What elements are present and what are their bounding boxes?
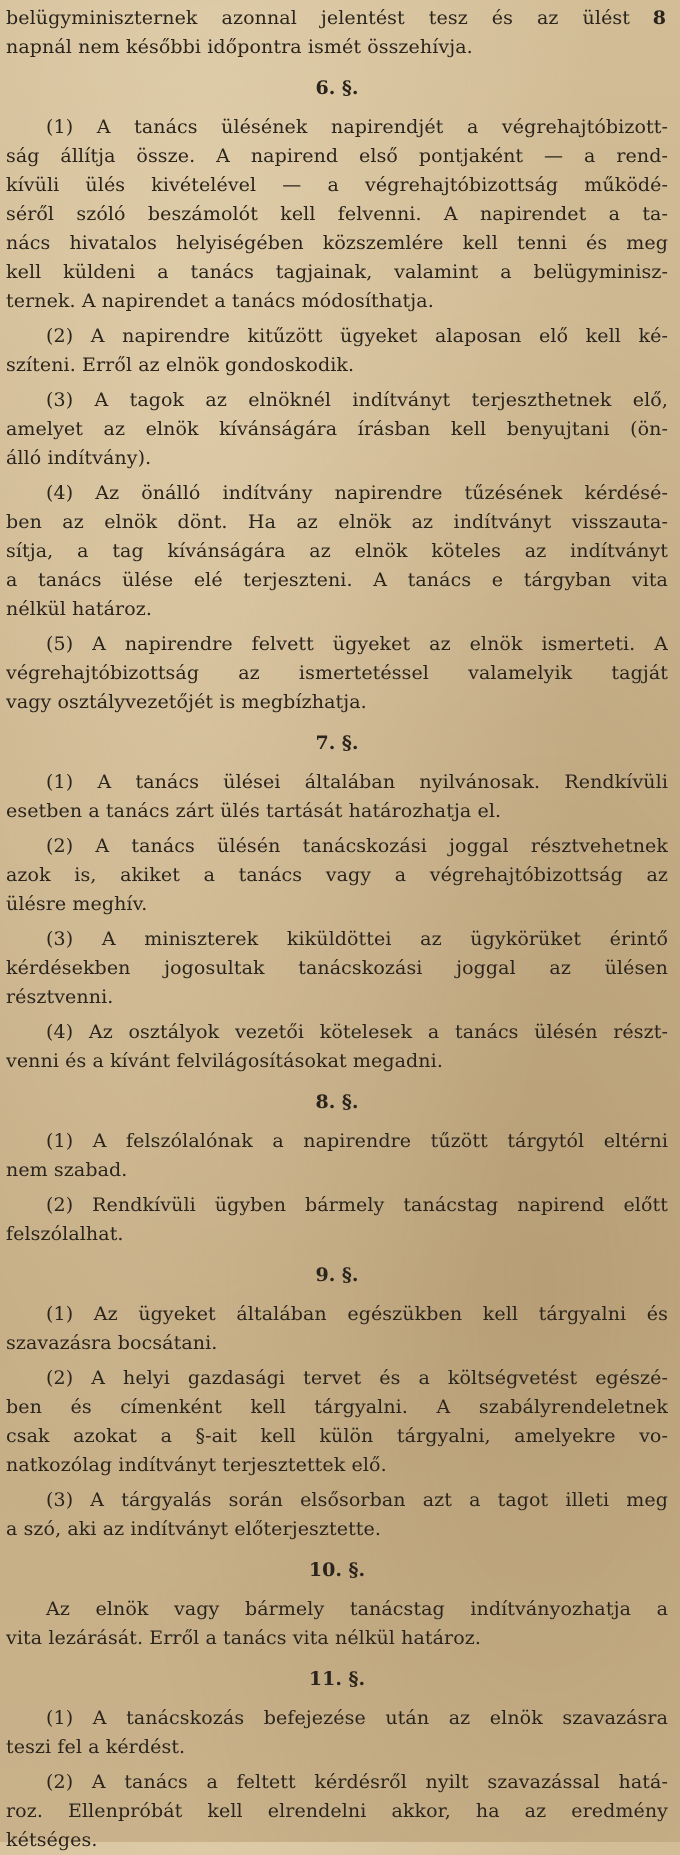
paragraph bbox=[6, 113, 668, 316]
text-line: ben az elnök dönt. Ha az elnök az indítványt visszauta- bbox=[6, 511, 668, 533]
text-line: kérdésekben jogosultak tanácskozási joggal az ülésen bbox=[6, 957, 668, 979]
text-line: ság állítja össze. A napirend első pontjaként — a rend- bbox=[6, 145, 668, 167]
text-line: kétséges. bbox=[6, 1829, 98, 1851]
page-number: 8 bbox=[652, 7, 666, 29]
document-body bbox=[6, 4, 668, 1855]
intro-paragraph bbox=[6, 4, 668, 62]
text-line: (1) A tanács ülései általában nyilvánosak. Rendkívüli bbox=[46, 771, 668, 793]
text-line: csak azokat a §-ait kell külön tárgyalni, amelyekre vo- bbox=[6, 1425, 668, 1447]
paragraph bbox=[6, 1300, 668, 1358]
section bbox=[6, 1261, 668, 1544]
section bbox=[6, 74, 668, 717]
text-line: (2) A napirendre kitűzött ügyeket alaposan elő kell ké- bbox=[46, 325, 668, 347]
text-line: (2) Rendkívüli ügyben bármely tanácstag napirend előtt bbox=[46, 1194, 668, 1216]
text-line: vita lezárását. Erről a tanács vita nélkül határoz. bbox=[6, 1627, 482, 1649]
paragraph bbox=[6, 1018, 668, 1076]
paragraph bbox=[6, 1364, 668, 1480]
text-line: (2) A tanács a feltett kérdésről nyilt szavazással hatá- bbox=[46, 1771, 668, 1793]
text-line: (3) A tagok az elnöknél indítványt terjeszthetnek elő, bbox=[46, 389, 668, 411]
text-line: roz. Ellenpróbát kell elrendelni akkor, ha az eredmény bbox=[6, 1800, 668, 1822]
paragraph bbox=[6, 479, 668, 624]
paragraph bbox=[6, 1704, 668, 1762]
paragraph bbox=[6, 322, 668, 380]
paragraph bbox=[6, 386, 668, 473]
section bbox=[6, 1665, 668, 1855]
paragraph bbox=[6, 1127, 668, 1185]
section-heading: 8. §. bbox=[315, 1091, 359, 1113]
text-line: venni és a kívánt felvilágosításokat megadni. bbox=[6, 1050, 443, 1072]
text-line: séről szóló beszámolót kell felvenni. A napirendet a ta- bbox=[6, 203, 668, 225]
section-heading: 11. §. bbox=[308, 1668, 366, 1690]
text-line: natkozólag indítványt terjesztettek elő. bbox=[6, 1454, 387, 1476]
section bbox=[6, 729, 668, 1076]
text-line: álló indítvány). bbox=[6, 447, 152, 469]
text-line: nács hivatalos helyiségében közszemlére kell tenni és meg bbox=[6, 232, 668, 254]
section-heading: 7. §. bbox=[315, 732, 359, 754]
text-line: ben és címenként kell tárgyalni. A szabályrendeletnek bbox=[6, 1396, 668, 1418]
text-line: ülésre meghív. bbox=[6, 893, 148, 915]
text-line: (1) Az ügyeket általában egészükben kell tárgyalni és bbox=[46, 1303, 668, 1325]
text-line: szavazásra bocsátani. bbox=[6, 1332, 218, 1354]
text-line: végrehajtóbizottság az ismertetéssel valamelyik tagját bbox=[6, 662, 668, 684]
text-line: (4) Az osztályok vezetői kötelesek a tanács ülésén részt- bbox=[46, 1021, 668, 1043]
text-line: (1) A tanács ülésének napirendjét a végrehajtóbizott- bbox=[46, 116, 668, 138]
text-line: (1) A tanácskozás befejezése után az elnök szavazásra bbox=[46, 1707, 668, 1729]
section bbox=[6, 1088, 668, 1249]
text-line: nélkül határoz. bbox=[6, 598, 153, 620]
text-line: (2) A helyi gazdasági tervet és a költségvetést egészé- bbox=[46, 1367, 668, 1389]
text-line: (1) A felszólalónak a napirendre tűzött tárgytól eltérni bbox=[46, 1130, 668, 1152]
text-line: a tanács ülése elé terjeszteni. A tanács e tárgyban vita bbox=[6, 569, 668, 591]
text-line: a szó, aki az indítványt előterjesztette. bbox=[6, 1518, 382, 1540]
text-line: teszi fel a kérdést. bbox=[6, 1736, 186, 1758]
text-line: (5) A napirendre felvett ügyeket az elnök ismerteti. A bbox=[46, 633, 668, 655]
text-line: kell küldeni a tanács tagjainak, valamint a belügyminisz- bbox=[6, 261, 668, 283]
text-line: vagy osztályvezetőjét is megbízhatja. bbox=[6, 691, 367, 713]
text-line: Az elnök vagy bármely tanácstag indítványozhatja a bbox=[46, 1598, 668, 1620]
section-heading: 10. §. bbox=[308, 1559, 366, 1581]
text-line: nem szabad. bbox=[6, 1159, 128, 1181]
paragraph bbox=[6, 925, 668, 1012]
text-line: résztvenni. bbox=[6, 986, 114, 1008]
paragraph bbox=[6, 1191, 668, 1249]
text-line: napnál nem későbbi időpontra ismét összehívja. bbox=[6, 36, 473, 58]
text-line: (3) A miniszterek kiküldöttei az ügykörüket érintő bbox=[46, 928, 668, 950]
text-line: szíteni. Erről az elnök gondoskodik. bbox=[6, 354, 355, 376]
text-line: ternek. A napirendet a tanács módosíthatja. bbox=[6, 290, 434, 312]
text-line: esetben a tanács zárt ülés tartását határozhatja el. bbox=[6, 800, 502, 822]
text-line: (3) A tárgyalás során elsősorban azt a tagot illeti meg bbox=[46, 1489, 668, 1511]
text-line: felszólalhat. bbox=[6, 1223, 124, 1245]
text-line: (4) Az önálló indítvány napirendre tűzésének kérdésé- bbox=[46, 482, 668, 504]
text-line: amelyet az elnök kívánságára írásban kell benyujtani (ön- bbox=[6, 418, 668, 440]
paragraph bbox=[6, 630, 668, 717]
paragraph bbox=[6, 768, 668, 826]
text-line: (2) A tanács ülésén tanácskozási joggal résztvehetnek bbox=[46, 835, 668, 857]
section bbox=[6, 1556, 668, 1653]
section-heading: 9. §. bbox=[315, 1264, 359, 1286]
paragraph bbox=[6, 1595, 668, 1653]
paragraph bbox=[6, 832, 668, 919]
text-line: kívüli ülés kivételével — a végrehajtóbizottság működé- bbox=[6, 174, 668, 196]
paragraph bbox=[6, 1486, 668, 1544]
text-line: azok is, akiket a tanács vagy a végrehajtóbizottság az bbox=[6, 864, 668, 886]
text-line: belügyminiszternek azonnal jelentést tesz és az ülést bbox=[6, 7, 630, 29]
text-line: sítja, a tag kívánságára az elnök köteles az indítványt bbox=[6, 540, 668, 562]
section-heading: 6. §. bbox=[315, 77, 359, 99]
